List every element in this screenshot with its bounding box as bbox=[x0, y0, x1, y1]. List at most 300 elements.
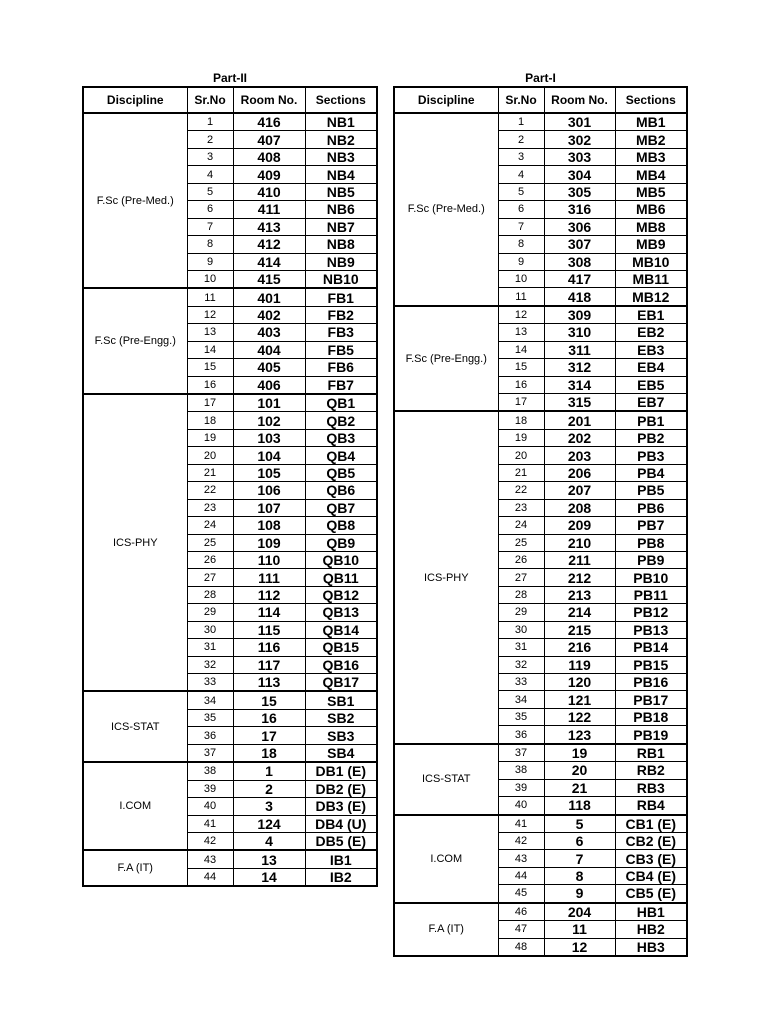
room-no-cell: 301 bbox=[544, 113, 615, 131]
section-cell: QB4 bbox=[305, 447, 377, 464]
room-no-cell: 117 bbox=[233, 656, 305, 673]
section-cell: QB9 bbox=[305, 534, 377, 551]
section-cell: PB7 bbox=[615, 517, 687, 534]
room-no-cell: 405 bbox=[233, 359, 305, 376]
section-cell: MB8 bbox=[615, 218, 687, 235]
section-cell: SB2 bbox=[305, 709, 377, 726]
section-cell: DB5 (E) bbox=[305, 832, 377, 850]
section-cell: HB3 bbox=[615, 938, 687, 956]
room-no-cell: 307 bbox=[544, 236, 615, 253]
section-cell: IB2 bbox=[305, 868, 377, 886]
section-cell: MB2 bbox=[615, 131, 687, 148]
section-cell: QB1 bbox=[305, 394, 377, 412]
sr-no-cell: 19 bbox=[498, 429, 544, 446]
discipline-cell: F.Sc (Pre-Engg.) bbox=[83, 288, 187, 394]
sr-no-cell: 30 bbox=[498, 621, 544, 638]
section-cell: QB3 bbox=[305, 429, 377, 446]
room-no-cell: 413 bbox=[233, 218, 305, 235]
room-no-cell: 202 bbox=[544, 429, 615, 446]
room-no-cell: 214 bbox=[544, 604, 615, 621]
room-no-cell: 208 bbox=[544, 499, 615, 516]
section-cell: PB9 bbox=[615, 551, 687, 568]
room-no-cell: 304 bbox=[544, 166, 615, 183]
room-no-cell: 105 bbox=[233, 464, 305, 481]
room-no-cell: 206 bbox=[544, 464, 615, 481]
sr-no-cell: 9 bbox=[498, 253, 544, 270]
sr-no-cell: 48 bbox=[498, 938, 544, 956]
header-sections: Sections bbox=[615, 87, 687, 113]
room-no-cell: 215 bbox=[544, 621, 615, 638]
sr-no-cell: 31 bbox=[187, 639, 233, 656]
sr-no-cell: 16 bbox=[498, 376, 544, 393]
room-no-cell: 302 bbox=[544, 131, 615, 148]
room-no-cell: 118 bbox=[544, 797, 615, 815]
section-cell: PB1 bbox=[615, 411, 687, 429]
part-ii-block bbox=[82, 70, 378, 887]
room-no-cell: 403 bbox=[233, 324, 305, 341]
part-i-block bbox=[393, 70, 688, 957]
room-no-cell: 104 bbox=[233, 447, 305, 464]
table-row bbox=[83, 113, 377, 131]
room-no-cell: 115 bbox=[233, 621, 305, 638]
section-cell: MB4 bbox=[615, 166, 687, 183]
section-cell: FB5 bbox=[305, 341, 377, 358]
section-cell: NB5 bbox=[305, 183, 377, 200]
sr-no-cell: 13 bbox=[498, 324, 544, 341]
room-no-cell: 102 bbox=[233, 412, 305, 429]
room-no-cell: 112 bbox=[233, 586, 305, 603]
room-no-cell: 9 bbox=[544, 885, 615, 903]
sr-no-cell: 15 bbox=[498, 359, 544, 376]
discipline-cell: F.Sc (Pre-Med.) bbox=[83, 113, 187, 288]
section-cell: QB10 bbox=[305, 551, 377, 568]
header-row bbox=[394, 87, 687, 113]
sr-no-cell: 1 bbox=[498, 113, 544, 131]
room-no-cell: 312 bbox=[544, 359, 615, 376]
sr-no-cell: 25 bbox=[187, 534, 233, 551]
sr-no-cell: 20 bbox=[498, 447, 544, 464]
room-no-cell: 212 bbox=[544, 569, 615, 586]
sr-no-cell: 10 bbox=[187, 270, 233, 288]
room-no-cell: 3 bbox=[233, 798, 305, 815]
sr-no-cell: 19 bbox=[187, 429, 233, 446]
sr-no-cell: 40 bbox=[187, 798, 233, 815]
section-cell: QB12 bbox=[305, 586, 377, 603]
room-no-cell: 2 bbox=[233, 780, 305, 797]
room-no-cell: 305 bbox=[544, 183, 615, 200]
room-no-cell: 1 bbox=[233, 762, 305, 780]
section-cell: FB1 bbox=[305, 288, 377, 306]
section-cell: NB9 bbox=[305, 253, 377, 270]
room-no-cell: 306 bbox=[544, 218, 615, 235]
room-no-cell: 404 bbox=[233, 341, 305, 358]
discipline-cell: ICS-STAT bbox=[83, 691, 187, 762]
part-i-title: Part-I bbox=[525, 71, 556, 85]
header-sr-no: Sr.No bbox=[187, 87, 233, 113]
discipline-cell: F.Sc (Pre-Med.) bbox=[394, 113, 498, 306]
room-no-cell: 207 bbox=[544, 482, 615, 499]
sr-no-cell: 28 bbox=[187, 586, 233, 603]
sr-no-cell: 3 bbox=[187, 148, 233, 165]
section-cell: CB5 (E) bbox=[615, 885, 687, 903]
section-cell: NB1 bbox=[305, 113, 377, 131]
section-cell: PB10 bbox=[615, 569, 687, 586]
sr-no-cell: 31 bbox=[498, 639, 544, 656]
sr-no-cell: 17 bbox=[498, 394, 544, 412]
section-cell: FB6 bbox=[305, 359, 377, 376]
header-sr-no: Sr.No bbox=[498, 87, 544, 113]
section-cell: QB7 bbox=[305, 499, 377, 516]
section-cell: EB2 bbox=[615, 324, 687, 341]
section-cell: RB4 bbox=[615, 797, 687, 815]
room-no-cell: 315 bbox=[544, 394, 615, 412]
room-no-cell: 114 bbox=[233, 604, 305, 621]
section-cell: CB2 (E) bbox=[615, 832, 687, 849]
sr-no-cell: 20 bbox=[187, 447, 233, 464]
section-cell: FB2 bbox=[305, 306, 377, 323]
sr-no-cell: 43 bbox=[187, 850, 233, 868]
table-row bbox=[394, 744, 687, 762]
section-cell: MB3 bbox=[615, 148, 687, 165]
sr-no-cell: 43 bbox=[498, 850, 544, 867]
sr-no-cell: 12 bbox=[187, 306, 233, 323]
sr-no-cell: 32 bbox=[187, 656, 233, 673]
section-cell: SB1 bbox=[305, 691, 377, 709]
sr-no-cell: 24 bbox=[187, 517, 233, 534]
table-row bbox=[83, 288, 377, 306]
room-no-cell: 409 bbox=[233, 166, 305, 183]
section-cell: PB16 bbox=[615, 674, 687, 691]
section-cell: QB2 bbox=[305, 412, 377, 429]
discipline-cell: F.Sc (Pre-Engg.) bbox=[394, 306, 498, 412]
room-no-cell: 203 bbox=[544, 447, 615, 464]
section-cell: QB16 bbox=[305, 656, 377, 673]
room-no-cell: 204 bbox=[544, 903, 615, 921]
sr-no-cell: 33 bbox=[187, 674, 233, 692]
section-cell: MB5 bbox=[615, 183, 687, 200]
section-cell: PB18 bbox=[615, 708, 687, 725]
section-cell: RB3 bbox=[615, 779, 687, 796]
table-row bbox=[83, 850, 377, 868]
sr-no-cell: 21 bbox=[187, 464, 233, 481]
sr-no-cell: 4 bbox=[187, 166, 233, 183]
section-cell: RB1 bbox=[615, 744, 687, 762]
room-no-cell: 16 bbox=[233, 709, 305, 726]
section-cell: FB7 bbox=[305, 376, 377, 394]
room-no-cell: 5 bbox=[544, 815, 615, 833]
room-no-cell: 402 bbox=[233, 306, 305, 323]
discipline-cell: ICS-STAT bbox=[394, 744, 498, 815]
sr-no-cell: 34 bbox=[187, 691, 233, 709]
sr-no-cell: 15 bbox=[187, 359, 233, 376]
section-cell: PB3 bbox=[615, 447, 687, 464]
sr-no-cell: 35 bbox=[498, 708, 544, 725]
section-cell: HB1 bbox=[615, 903, 687, 921]
sr-no-cell: 39 bbox=[498, 779, 544, 796]
discipline-cell: ICS-PHY bbox=[83, 394, 187, 691]
discipline-cell: F.A (IT) bbox=[394, 903, 498, 956]
section-cell: PB4 bbox=[615, 464, 687, 481]
sr-no-cell: 28 bbox=[498, 586, 544, 603]
room-no-cell: 7 bbox=[544, 850, 615, 867]
sr-no-cell: 11 bbox=[498, 288, 544, 306]
sr-no-cell: 6 bbox=[498, 201, 544, 218]
room-no-cell: 401 bbox=[233, 288, 305, 306]
section-cell: DB1 (E) bbox=[305, 762, 377, 780]
sr-no-cell: 25 bbox=[498, 534, 544, 551]
section-cell: MB12 bbox=[615, 288, 687, 306]
table-row bbox=[394, 411, 687, 429]
room-no-cell: 120 bbox=[544, 674, 615, 691]
section-cell: MB10 bbox=[615, 253, 687, 270]
sr-no-cell: 23 bbox=[187, 499, 233, 516]
sr-no-cell: 30 bbox=[187, 621, 233, 638]
room-no-cell: 415 bbox=[233, 270, 305, 288]
room-no-cell: 111 bbox=[233, 569, 305, 586]
room-no-cell: 8 bbox=[544, 867, 615, 884]
room-no-cell: 418 bbox=[544, 288, 615, 306]
sr-no-cell: 37 bbox=[187, 744, 233, 762]
section-cell: PB12 bbox=[615, 604, 687, 621]
room-no-cell: 17 bbox=[233, 727, 305, 744]
section-cell: EB1 bbox=[615, 306, 687, 324]
sr-no-cell: 41 bbox=[498, 815, 544, 833]
section-cell: EB3 bbox=[615, 341, 687, 358]
room-no-cell: 213 bbox=[544, 586, 615, 603]
sr-no-cell: 14 bbox=[498, 341, 544, 358]
room-no-cell: 101 bbox=[233, 394, 305, 412]
sr-no-cell: 9 bbox=[187, 253, 233, 270]
section-cell: CB3 (E) bbox=[615, 850, 687, 867]
sr-no-cell: 4 bbox=[498, 166, 544, 183]
section-cell: DB3 (E) bbox=[305, 798, 377, 815]
section-cell: CB1 (E) bbox=[615, 815, 687, 833]
room-no-cell: 108 bbox=[233, 517, 305, 534]
sr-no-cell: 42 bbox=[498, 832, 544, 849]
room-no-cell: 124 bbox=[233, 815, 305, 832]
sr-no-cell: 38 bbox=[498, 762, 544, 779]
sr-no-cell: 12 bbox=[498, 306, 544, 324]
table-row bbox=[83, 691, 377, 709]
sr-no-cell: 41 bbox=[187, 815, 233, 832]
table-row bbox=[83, 762, 377, 780]
section-cell: EB4 bbox=[615, 359, 687, 376]
header-room-no: Room No. bbox=[544, 87, 615, 113]
section-cell: QB14 bbox=[305, 621, 377, 638]
part-i-body bbox=[394, 113, 687, 956]
part-ii-title: Part-II bbox=[212, 71, 247, 85]
header-sections: Sections bbox=[305, 87, 377, 113]
section-cell: PB14 bbox=[615, 639, 687, 656]
room-no-cell: 314 bbox=[544, 376, 615, 393]
sr-no-cell: 38 bbox=[187, 762, 233, 780]
table-row bbox=[394, 113, 687, 131]
room-no-cell: 4 bbox=[233, 832, 305, 850]
room-no-cell: 414 bbox=[233, 253, 305, 270]
room-no-cell: 18 bbox=[233, 744, 305, 762]
sr-no-cell: 27 bbox=[187, 569, 233, 586]
sr-no-cell: 33 bbox=[498, 674, 544, 691]
section-cell: NB6 bbox=[305, 201, 377, 218]
header-discipline: Discipline bbox=[394, 87, 498, 113]
header-discipline: Discipline bbox=[83, 87, 187, 113]
room-no-cell: 412 bbox=[233, 236, 305, 253]
section-cell: QB17 bbox=[305, 674, 377, 692]
section-cell: NB7 bbox=[305, 218, 377, 235]
room-no-cell: 209 bbox=[544, 517, 615, 534]
section-cell: QB8 bbox=[305, 517, 377, 534]
room-no-cell: 407 bbox=[233, 131, 305, 148]
sr-no-cell: 1 bbox=[187, 113, 233, 131]
section-cell: PB6 bbox=[615, 499, 687, 516]
room-no-cell: 201 bbox=[544, 411, 615, 429]
room-no-cell: 211 bbox=[544, 551, 615, 568]
room-no-cell: 103 bbox=[233, 429, 305, 446]
room-no-cell: 113 bbox=[233, 674, 305, 692]
sr-no-cell: 8 bbox=[187, 236, 233, 253]
room-no-cell: 210 bbox=[544, 534, 615, 551]
room-no-cell: 15 bbox=[233, 691, 305, 709]
room-no-cell: 116 bbox=[233, 639, 305, 656]
section-cell: NB8 bbox=[305, 236, 377, 253]
section-cell: QB11 bbox=[305, 569, 377, 586]
sr-no-cell: 44 bbox=[187, 868, 233, 886]
section-cell: QB15 bbox=[305, 639, 377, 656]
section-cell: QB6 bbox=[305, 482, 377, 499]
section-cell: CB4 (E) bbox=[615, 867, 687, 884]
room-no-cell: 310 bbox=[544, 324, 615, 341]
room-no-cell: 411 bbox=[233, 201, 305, 218]
sr-no-cell: 24 bbox=[498, 517, 544, 534]
section-cell: PB2 bbox=[615, 429, 687, 446]
table-row bbox=[394, 306, 687, 324]
part-i-table bbox=[393, 86, 688, 957]
table-row bbox=[394, 903, 687, 921]
room-no-cell: 216 bbox=[544, 639, 615, 656]
section-cell: PB17 bbox=[615, 691, 687, 708]
sr-no-cell: 40 bbox=[498, 797, 544, 815]
section-cell: DB2 (E) bbox=[305, 780, 377, 797]
section-cell: NB3 bbox=[305, 148, 377, 165]
sr-no-cell: 26 bbox=[498, 551, 544, 568]
sr-no-cell: 7 bbox=[498, 218, 544, 235]
discipline-cell: I.COM bbox=[83, 762, 187, 850]
sr-no-cell: 6 bbox=[187, 201, 233, 218]
sr-no-cell: 37 bbox=[498, 744, 544, 762]
section-cell: MB11 bbox=[615, 270, 687, 287]
section-cell: PB13 bbox=[615, 621, 687, 638]
section-cell: SB4 bbox=[305, 744, 377, 762]
sr-no-cell: 22 bbox=[187, 482, 233, 499]
room-no-cell: 6 bbox=[544, 832, 615, 849]
section-cell: PB8 bbox=[615, 534, 687, 551]
room-no-cell: 12 bbox=[544, 938, 615, 956]
room-no-cell: 110 bbox=[233, 551, 305, 568]
section-cell: SB3 bbox=[305, 727, 377, 744]
sr-no-cell: 18 bbox=[187, 412, 233, 429]
room-no-cell: 121 bbox=[544, 691, 615, 708]
sr-no-cell: 27 bbox=[498, 569, 544, 586]
sr-no-cell: 36 bbox=[498, 726, 544, 744]
room-no-cell: 316 bbox=[544, 201, 615, 218]
sr-no-cell: 23 bbox=[498, 499, 544, 516]
room-no-cell: 123 bbox=[544, 726, 615, 744]
section-cell: PB19 bbox=[615, 726, 687, 744]
sr-no-cell: 47 bbox=[498, 921, 544, 938]
room-no-cell: 417 bbox=[544, 270, 615, 287]
sr-no-cell: 18 bbox=[498, 411, 544, 429]
section-cell: EB5 bbox=[615, 376, 687, 393]
table-row bbox=[83, 394, 377, 412]
room-no-cell: 416 bbox=[233, 113, 305, 131]
room-no-cell: 21 bbox=[544, 779, 615, 796]
sr-no-cell: 17 bbox=[187, 394, 233, 412]
room-no-cell: 122 bbox=[544, 708, 615, 725]
section-cell: PB11 bbox=[615, 586, 687, 603]
sr-no-cell: 21 bbox=[498, 464, 544, 481]
room-no-cell: 107 bbox=[233, 499, 305, 516]
room-no-cell: 308 bbox=[544, 253, 615, 270]
sr-no-cell: 5 bbox=[187, 183, 233, 200]
sr-no-cell: 35 bbox=[187, 709, 233, 726]
section-cell: EB7 bbox=[615, 394, 687, 412]
sr-no-cell: 22 bbox=[498, 482, 544, 499]
section-cell: HB2 bbox=[615, 921, 687, 938]
room-no-cell: 19 bbox=[544, 744, 615, 762]
room-no-cell: 20 bbox=[544, 762, 615, 779]
sr-no-cell: 3 bbox=[498, 148, 544, 165]
discipline-cell: I.COM bbox=[394, 815, 498, 903]
room-no-cell: 14 bbox=[233, 868, 305, 886]
sr-no-cell: 5 bbox=[498, 183, 544, 200]
room-no-cell: 406 bbox=[233, 376, 305, 394]
sr-no-cell: 7 bbox=[187, 218, 233, 235]
sr-no-cell: 26 bbox=[187, 551, 233, 568]
section-cell: IB1 bbox=[305, 850, 377, 868]
section-cell: MB6 bbox=[615, 201, 687, 218]
section-cell: NB4 bbox=[305, 166, 377, 183]
section-cell: NB10 bbox=[305, 270, 377, 288]
sr-no-cell: 29 bbox=[498, 604, 544, 621]
room-no-cell: 408 bbox=[233, 148, 305, 165]
sr-no-cell: 10 bbox=[498, 270, 544, 287]
room-no-cell: 311 bbox=[544, 341, 615, 358]
section-cell: MB1 bbox=[615, 113, 687, 131]
room-no-cell: 303 bbox=[544, 148, 615, 165]
sr-no-cell: 13 bbox=[187, 324, 233, 341]
room-no-cell: 11 bbox=[544, 921, 615, 938]
sr-no-cell: 44 bbox=[498, 867, 544, 884]
sr-no-cell: 2 bbox=[498, 131, 544, 148]
discipline-cell: ICS-PHY bbox=[394, 411, 498, 743]
section-cell: QB5 bbox=[305, 464, 377, 481]
room-no-cell: 309 bbox=[544, 306, 615, 324]
room-no-cell: 109 bbox=[233, 534, 305, 551]
section-cell: FB3 bbox=[305, 324, 377, 341]
discipline-cell: F.A (IT) bbox=[83, 850, 187, 886]
room-no-cell: 119 bbox=[544, 656, 615, 673]
room-no-cell: 13 bbox=[233, 850, 305, 868]
section-cell: MB9 bbox=[615, 236, 687, 253]
section-cell: QB13 bbox=[305, 604, 377, 621]
section-cell: PB5 bbox=[615, 482, 687, 499]
sr-no-cell: 39 bbox=[187, 780, 233, 797]
sr-no-cell: 42 bbox=[187, 832, 233, 850]
sr-no-cell: 32 bbox=[498, 656, 544, 673]
room-no-cell: 106 bbox=[233, 482, 305, 499]
section-cell: RB2 bbox=[615, 762, 687, 779]
sr-no-cell: 2 bbox=[187, 131, 233, 148]
